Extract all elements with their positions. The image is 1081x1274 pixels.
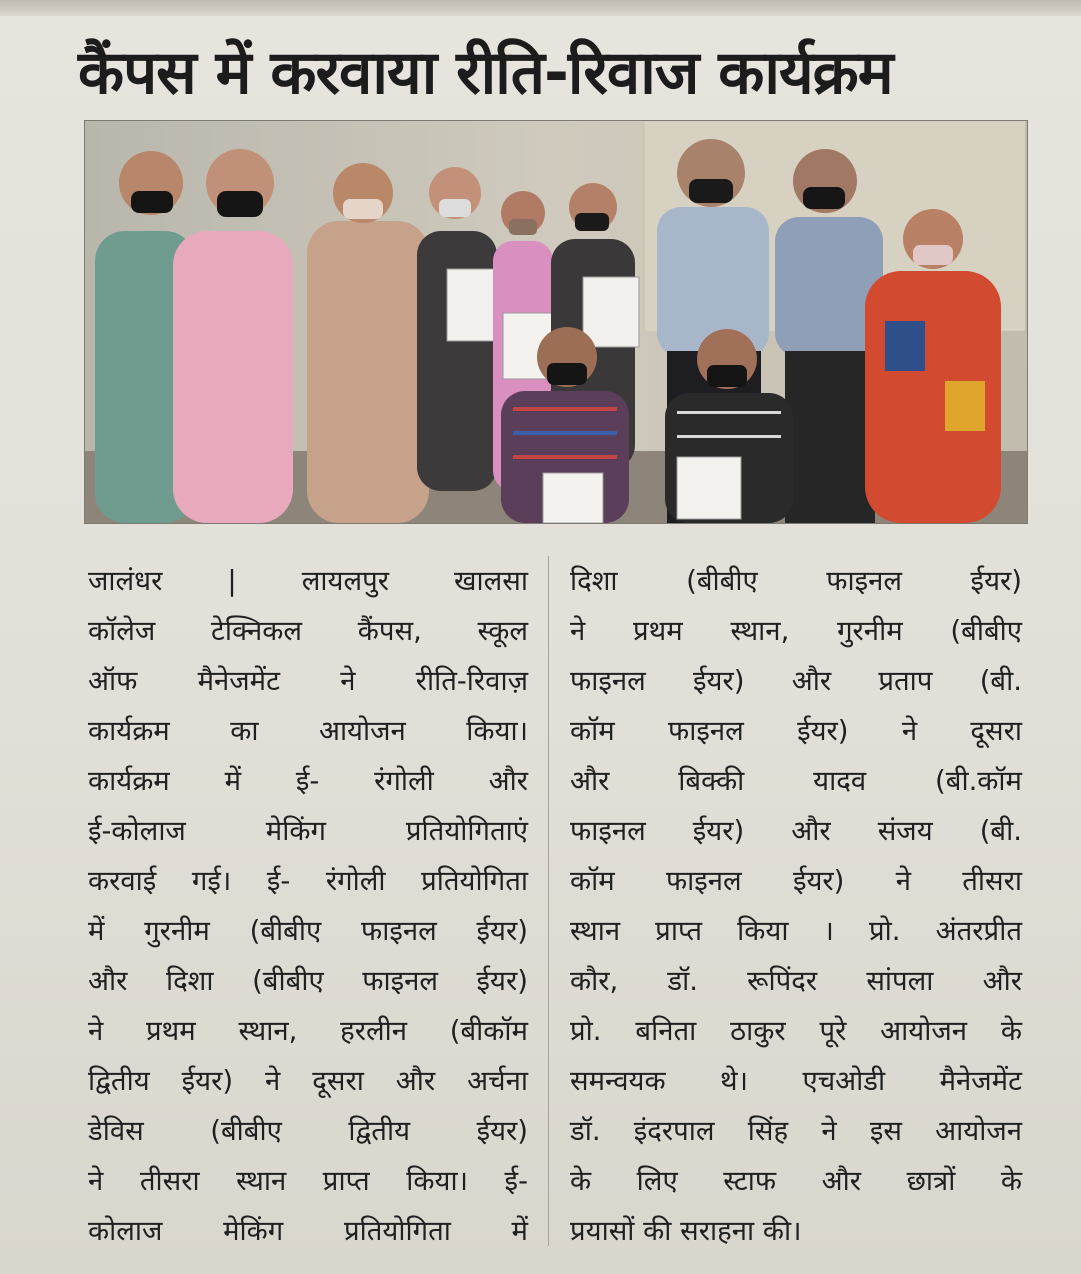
group-photo [84,120,1028,524]
text-line: के लिए स्टाफ और छात्रों के [570,1165,1022,1197]
text-line: कौर, डॉ. रूपिंदर सांपला और [570,965,1022,997]
text-line: में गुरनीम (बीबीए फाइनल ईयर) [88,915,528,947]
text-line: कार्यक्रम का आयोजन किया। [88,715,528,747]
page-top-edge [0,0,1081,16]
text-line: कोलाज मेकिंग प्रतियोगिता में [88,1215,528,1247]
text-line: द्वितीय ईयर) ने दूसरा और अर्चना [88,1065,528,1097]
text-line: ने प्रथम स्थान, हरलीन (बीकॉम [88,1015,528,1047]
text-line: ई-कोलाज मेकिंग प्रतियोगिताएं [88,815,528,847]
text-line: जालंधर | लायलपुर खालसा [88,565,528,597]
text-line: प्रो. बनिता ठाकुर पूरे आयोजन के [570,1015,1022,1047]
text-line: फाइनल ईयर) और प्रताप (बी. [570,665,1022,697]
group-photo-illustration [85,121,1027,523]
text-line: स्थान प्राप्त किया । प्रो. अंतरप्रीत [570,915,1022,947]
text-line: और बिक्की यादव (बी.कॉम [570,765,1022,797]
text-line: करवाई गई। ई- रंगोली प्रतियोगिता [88,865,528,897]
text-line: ने तीसरा स्थान प्राप्त किया। ई- [88,1165,528,1197]
text-line: ने प्रथम स्थान, गुरनीम (बीबीए [570,615,1022,647]
text-line: डॉ. इंदरपाल सिंह ने इस आयोजन [570,1115,1022,1147]
text-line: डेविस (बीबीए द्वितीय ईयर) [88,1115,528,1147]
headline: कैंपस में करवाया रीति-रिवाज कार्यक्रम [78,38,893,108]
text-line: कॉम फाइनल ईयर) ने तीसरा [570,865,1022,897]
text-line: प्रयासों की सराहना की। [570,1215,802,1247]
text-line: ऑफ मैनेजमेंट ने रीति-रिवाज़ [88,665,528,697]
text-line: कॉम फाइनल ईयर) ने दूसरा [570,715,1022,747]
text-line: दिशा (बीबीए फाइनल ईयर) [570,565,1022,597]
text-line: समन्वयक थे। एचओडी मैनेजमेंट [570,1065,1022,1097]
text-line: कार्यक्रम में ई- रंगोली और [88,765,528,797]
text-line: और दिशा (बीबीए फाइनल ईयर) [88,965,528,997]
article-column-right [570,556,1022,1256]
text-line: कॉलेज टेक्निकल कैंपस, स्कूल [88,615,528,647]
text-line: फाइनल ईयर) और संजय (बी. [570,815,1022,847]
column-divider [548,556,549,1246]
article-column-left [88,556,528,1256]
